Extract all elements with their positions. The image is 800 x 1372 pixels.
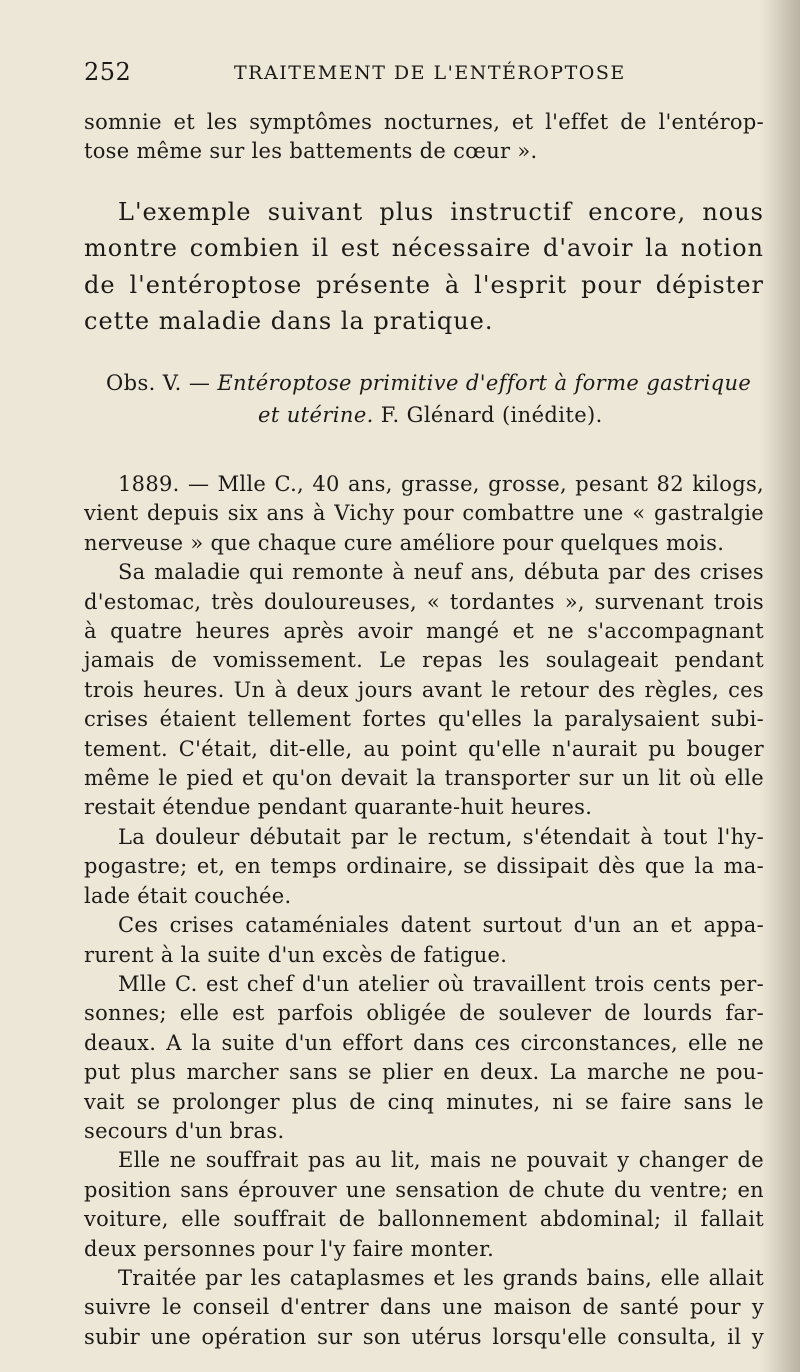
paragraph <box>84 558 764 823</box>
text-line: Sa maladie qui remonte à neuf ans, débuta par des crises <box>118 560 764 585</box>
text-line: trois heures. Un à deux jours avant le retour des règles, ces <box>84 677 764 702</box>
paragraph <box>84 1264 764 1352</box>
text-line: somnie et les symptômes nocturnes, et l'effet de l'entérop- <box>84 110 764 134</box>
paragraph <box>84 1146 764 1264</box>
text-line: subir une opération sur son utérus lorsqu'elle consulta, il y <box>84 1324 764 1349</box>
text-line: nerveuse » que chaque cure améliore pour quelques mois. <box>84 530 725 555</box>
observation-body <box>84 470 764 1352</box>
observation-title-2: et utérine. <box>258 403 374 427</box>
text-line: pogastre; et, en temps ordinaire, se dissipait dès que la ma- <box>84 854 764 879</box>
text-line: jamais de vomissement. Le repas les soulageait pendant <box>84 648 764 673</box>
text-line: rurent à la suite d'un excès de fatigue. <box>84 942 508 967</box>
text-line: put plus marcher sans se plier en deux. La marche ne pou- <box>84 1060 764 1085</box>
continuation-paragraph <box>84 108 764 167</box>
page-header <box>84 58 764 90</box>
observation-title-1: Entéroptose primitive d'effort à forme gastrique <box>217 371 752 395</box>
paragraph <box>84 911 764 970</box>
paragraph <box>84 823 764 911</box>
text-line: 1889. — Mlle C., 40 ans, grasse, grosse, pesant 82 kilogs, <box>118 472 764 496</box>
page-number: 252 <box>84 58 132 86</box>
text-line: Traitée par les cataplasmes et les grands bains, elle allait <box>118 1265 764 1290</box>
text-line: position sans éprouver une sensation de chute du ventre; en <box>84 1177 764 1202</box>
text-line: voiture, elle souffrait de ballonnement abdominal; il fallait <box>84 1207 764 1232</box>
text-line: à quatre heures après avoir mangé et ne s'accompagnant <box>84 619 764 644</box>
paragraph <box>84 470 764 558</box>
text-line: tement. C'était, dit-elle, au point qu'elle n'aurait pu bouger <box>84 736 764 761</box>
text-line: Mlle C. est chef d'un atelier où travaillent trois cents per- <box>118 971 764 996</box>
intro-line: montre combien il est nécessaire d'avoir la notion <box>84 234 764 262</box>
text-line: d'estomac, très douloureuses, « tordantes », survenant trois <box>84 589 764 614</box>
text-line: restait étendue pendant quarante-huit heures. <box>84 795 593 820</box>
observation-label: Obs. V. — <box>106 371 211 395</box>
text-line: vait se prolonger plus de cinq minutes, ni se faire sans le <box>84 1089 764 1114</box>
text-line: sonnes; elle est parfois obligée de soulever de lourds far- <box>84 1001 764 1026</box>
text-line: Elle ne souffrait pas au lit, mais ne pouvait y changer de <box>118 1148 764 1173</box>
running-title: TRAITEMENT DE L'ENTÉROPTOSE <box>234 62 626 84</box>
text-line: deux personnes pour l'y faire monter. <box>84 1236 495 1261</box>
text-line: lade était couchée. <box>84 883 292 908</box>
observation-heading-line-1 <box>106 371 751 395</box>
observation-heading-line-2 <box>258 403 603 427</box>
text-line: secours d'un bras. <box>84 1118 285 1143</box>
text-line: La douleur débutait par le rectum, s'étendait à tout l'hy- <box>118 824 764 849</box>
text-line: tose même sur les battements de cœur ». <box>84 139 538 164</box>
observation-author: F. Glénard (inédite). <box>373 403 603 427</box>
text-line: deaux. A la suite d'un effort dans ces circonstances, elle ne <box>84 1030 764 1055</box>
text-line: Ces crises cataméniales datent surtout d'un an et appa- <box>118 913 764 938</box>
intro-line: de l'entéroptose présente à l'esprit pour dépister <box>84 271 764 299</box>
intro-line: cette maladie dans la pratique. <box>84 307 494 335</box>
text-line: suivre le conseil d'entrer dans une maison de santé pour y <box>84 1295 764 1320</box>
text-line: vient depuis six ans à Vichy pour combattre une « gastralgie <box>84 501 764 526</box>
text-line: crises étaient tellement fortes qu'elles la paralysaient subi- <box>84 707 764 732</box>
paragraph <box>84 970 764 1146</box>
text-line: même le pied et qu'on devait la transporter sur un lit où elle <box>84 766 764 791</box>
intro-line: L'exemple suivant plus instructif encore, nous <box>118 198 764 226</box>
